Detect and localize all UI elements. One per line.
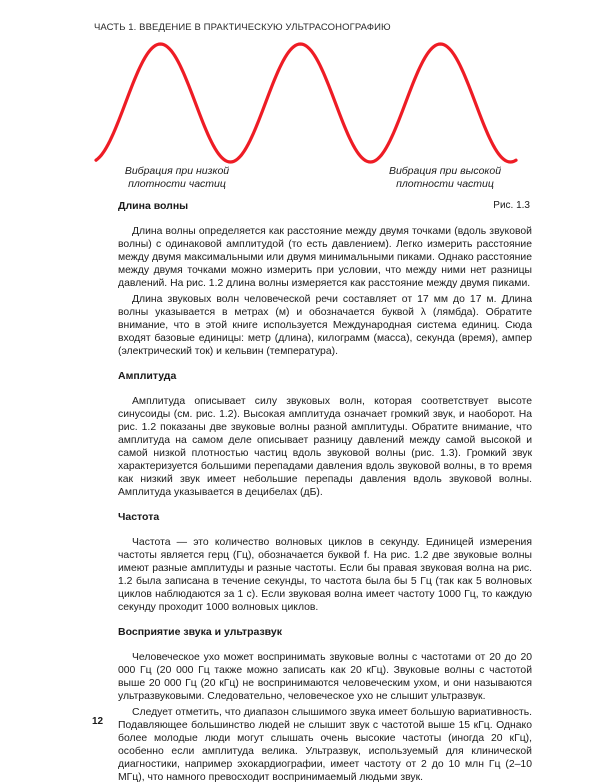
- heading-frequency: Частота: [118, 511, 160, 523]
- paragraph-amplitude-1: Амплитуда описывает силу звуковых волн, которая соответствует высоте синусоиды (см. рис. 1.2). Высокая амплитуда означает громкий звук, и наоборот. На рис. 1.2 показаны две звуковые волны разной амплитуды. Обратите внимание, что амплитуда на самом деле описывает разницу давлений между самой высокой и самой низкой плотностью частиц вдоль звуковой волны (рис. 1.3). Громкий звук характеризуется большими перепадами давления вдоль звуковой волны, в то время как низкий звук имеет небольшие перепады давления вдоль звуковой волны. Амплитуда указывается в децибелах (дБ).: [118, 396, 532, 498]
- sine-wave: [96, 44, 516, 162]
- paragraph-wavelength-2: Длина звуковых волн человеческой речи составляет от 17 мм до 17 м. Длина волны указывается в метрах (м) и обозначается буквой λ (лямбда). Обратите внимание, что в этой книге используется Международная система единиц. Сюда входят базовые единицы: метр (длина), килограмм (масса), секунда (время), ампер (электрический ток) и кельвин (температура).: [118, 294, 532, 357]
- main-text: [118, 200, 532, 784]
- caption-high-line1: Вибрация при высокой: [388, 165, 502, 177]
- running-title: ЧАСТЬ 1. ВВЕДЕНИЕ В ПРАКТИЧЕСКУЮ УЛЬТРАСОНОГРАФИЮ: [94, 22, 391, 33]
- caption-low-line2: плотности частиц: [128, 178, 226, 190]
- page-number: 12: [92, 716, 104, 727]
- caption-low-line1: Вибрация при низкой: [124, 165, 230, 177]
- heading-perception: Восприятие звука и ультразвук: [118, 626, 282, 638]
- sine-wave-figure: [0, 0, 600, 200]
- caption-high-line2: плотности частиц: [396, 178, 494, 190]
- paragraph-perception-2: Следует отметить, что диапазон слышимого звука имеет большую вариативность. Подавляющее большинство людей не слышит звук с частотой выше 15 кГц. Однако более молодые люди могут слышать очень высокие частоты (иногда 20 кГц), особенно если амплитуда велика. Ультразвук, используемый для клинической диагностики, например эхокардиографии, имеет частоту от 2 до 10 млн Гц (2–10 МГц), что намного превосходит воспринимаемый людьми звук.: [118, 707, 532, 783]
- caption-high-density: [380, 165, 510, 191]
- heading-wavelength: Длина волны: [118, 200, 189, 212]
- paragraph-wavelength-1: Длина волны определяется как расстояние между двумя точками (вдоль звуковой волны) с одинаковой амплитудой (то есть давлением). Легко измерить расстояние между двумя максимальными или двумя минимальными пиками. Однако расстояние между двумя точками можно измерить при условии, что между ними нет разницы давлений. На рис. 1.2 длина волны измеряется как расстояние между двумя пиками.: [118, 226, 532, 289]
- paragraph-frequency-1: Частота — это количество волновых циклов в секунду. Единицей измерения частоты является герц (Гц), обозначается буквой f. На рис. 1.2 две звуковые волны имеют разные амплитуды и разные частоты. Если бы правая звуковая волна на рис. 1.2 была записана в течение секунды, то частота была бы 5 Гц (так как 5 волновых циклов наблюдаются за 1 с). Если звуковая волна имеет частоту 1000 Гц, то каждую секунду проходит 1000 волновых циклов.: [118, 537, 532, 613]
- heading-amplitude: Амплитуда: [118, 370, 177, 382]
- figure-label: Рис. 1.3: [493, 200, 530, 211]
- caption-low-density: [118, 165, 236, 191]
- paragraph-perception-1: Человеческое ухо может воспринимать звуковые волны с частотами от 20 до 20 000 Гц (20 000 Гц также можно записать как 20 кГц). Звуковые волны с частотой выше 20 000 Гц (20 кГц) не воспринимаются человеческим ухом, и они называются ультразвуковыми. Следовательно, человеческое ухо не слышит ультразвук.: [118, 652, 532, 702]
